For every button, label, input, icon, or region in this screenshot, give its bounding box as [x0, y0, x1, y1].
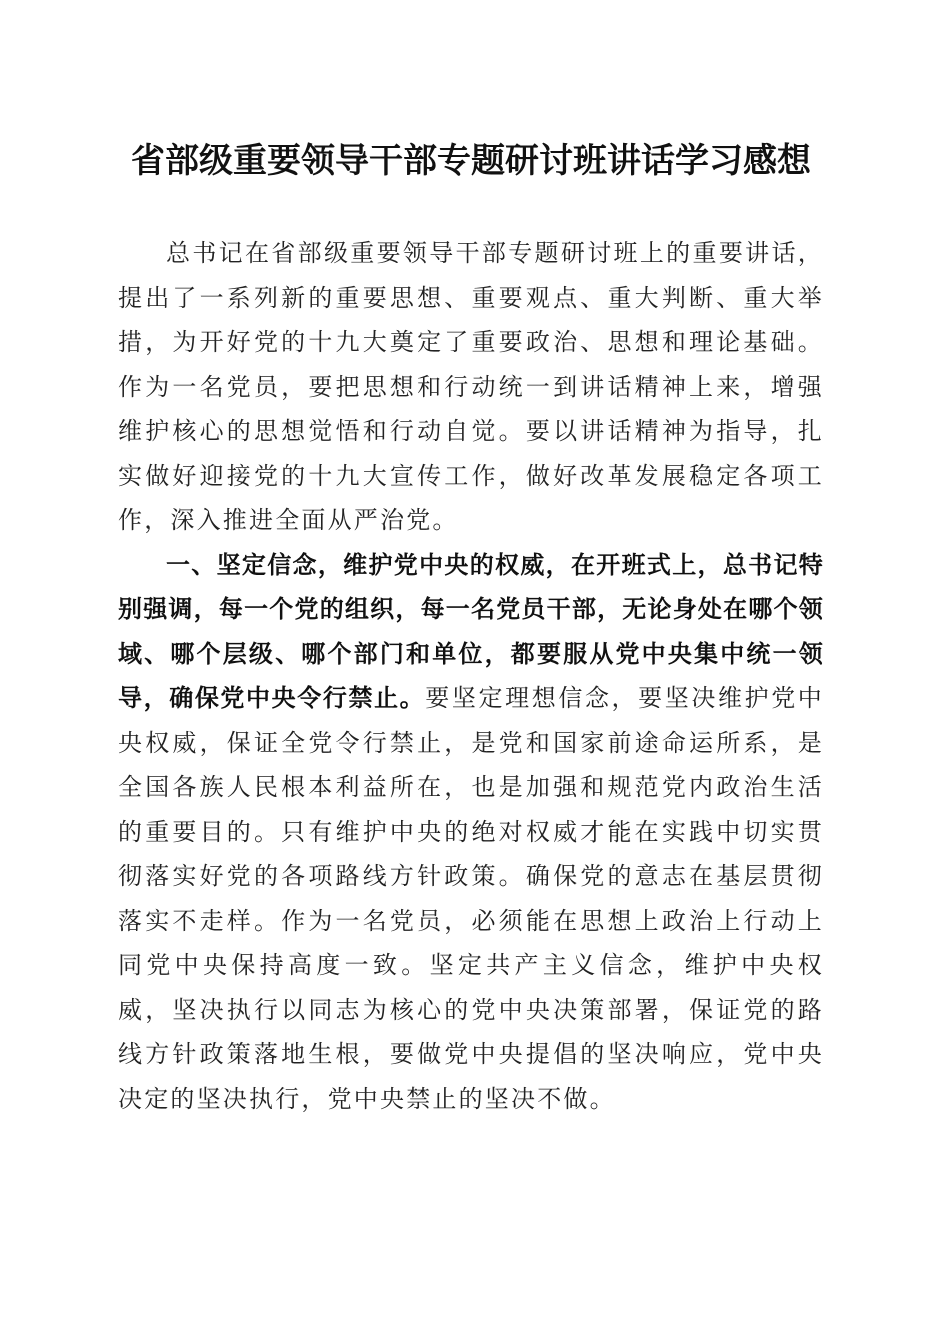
section-one-heading: 一、坚定信念，维护党中央的权威，在开班式上，总书记特别强调，每一个党的组织，每一名党员干部，无论身处在哪个领域、哪个层级、哪个部门和单位，都要服从党中央集中统一领导，确保党中央令行禁止。 [118, 550, 824, 712]
section-one-paragraph [118, 543, 824, 1122]
intro-paragraph-text: 总书记在省部级重要领导干部专题研讨班上的重要讲话，提出了一系列新的重要思想、重要观点、重大判断、重大举措，为开好党的十九大奠定了重要政治、思想和理论基础。作为一名党员，要把思想和行动统一到讲话精神上来，增强维护核心的思想觉悟和行动自觉。要以讲话精神为指导，扎实做好迎接党的十九大宣传工作，做好改革发展稳定各项工作，深入推进全面从严治党。 [118, 239, 824, 534]
intro-paragraph [118, 231, 824, 543]
document-body [118, 231, 824, 1121]
document-title: 省部级重要领导干部专题研讨班讲话学习感想 [131, 141, 811, 181]
section-one-text: 要坚定理想信念，要坚决维护党中央权威，保证全党令行禁止，是党和国家前途命运所系，是全国各族人民根本利益所在，也是加强和规范党内政治生活的重要目的。只有维护中央的绝对权威才能在实践中切实贯彻落实好党的各项路线方针政策。确保党的意志在基层贯彻落实不走样。作为一名党员，必须能在思想上政治上行动上同党中央保持高度一致。坚定共产主义信念，维护中央权威，坚决执行以同志为核心的党中央决策部署，保证党的路线方针政策落地生根，要做党中央提倡的坚决响应，党中央决定的坚决执行，党中央禁止的坚决不做。 [118, 684, 825, 1113]
